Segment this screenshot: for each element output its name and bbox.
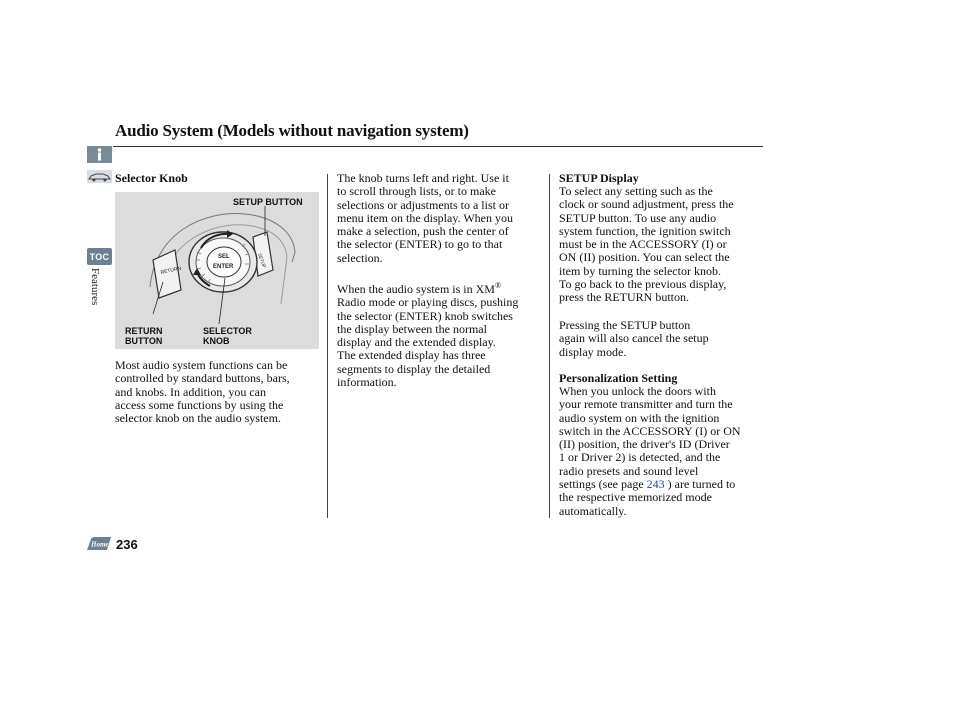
personalization-body [559,385,741,518]
title-rule [113,146,763,147]
car-icon [87,170,112,183]
column-divider [549,174,550,518]
setup-button-text: SETUP [257,252,267,269]
info-icon [87,146,112,163]
knob-enter-text: ENTER [213,264,234,270]
personalization-text: When you unlock the doors with your remote transmitter and turn the audio system on with the ignition switch in the ACCESSORY (I) or ON (II) position, the driver's ID (Driver 1 or Driver 2) is detected, and the radio presets and sound level settings (see page [559,384,741,492]
return-button-text: RETURN [160,265,182,276]
toc-button[interactable] [87,248,112,265]
page-243-link[interactable]: 243 [646,477,665,492]
selector-knob-label: SELECTOR KNOB [203,326,252,346]
toc-label: TOC [89,251,110,262]
section-tab: Features [89,268,101,306]
setup-display-body: To select any setting such as the clock or sound adjustment, press the SETUP button. To use any audio system function, the ignition switch must be in the ACCESSORY (I) or ON (II) position. You can select the item by turning the selector knob. To go back to the previous display, press the RETURN button. [559,184,734,305]
personalization-text-end: ) are turned to the respective memorized mode automatically. [559,477,736,518]
selector-knob-heading: Selector Knob [115,171,188,185]
home-icon [86,536,112,552]
setup-button-label: SETUP BUTTON [233,197,303,207]
setup-display-heading: SETUP Display [559,171,639,185]
col1-body: Most audio system functions can be controlled by standard buttons, bars, and knobs. In addition, you can access some functions by using the selector knob on the audio system. [115,358,290,426]
knob-sel-text: SEL [218,254,230,260]
page-title: Audio System (Models without navigation system) [115,121,469,140]
setup-display-body-2: Pressing the SETUP button again will also cancel the setup display mode. [559,318,709,359]
col2-paragraph-2 [337,279,518,389]
registered-mark: ® [494,281,502,290]
col2-paragraph-1: The knob turns left and right. Use it to scroll through lists, or to make selections or adjustments to a list or menu item on the display. When you make a selection, push the center of the selector (ENTER) to go to that selection. [337,171,513,265]
col2-p2-start: When the audio system is in XM [337,282,495,296]
column-divider [327,174,328,518]
personalization-heading: Personalization Setting [559,371,678,385]
return-button-label: RETURN BUTTON [125,326,163,346]
col2-p2-rest: Radio mode or playing discs, pushing the selector (ENTER) knob switches the display between the normal display and the extended display. The extended display has three segments to display the detailed information. [337,295,519,390]
page-number: 236 [116,537,138,552]
home-label: Home [91,540,109,549]
home-button[interactable] [86,536,112,552]
car-button[interactable] [87,170,112,183]
info-button[interactable] [87,146,112,163]
selector-knob-figure [115,192,319,349]
